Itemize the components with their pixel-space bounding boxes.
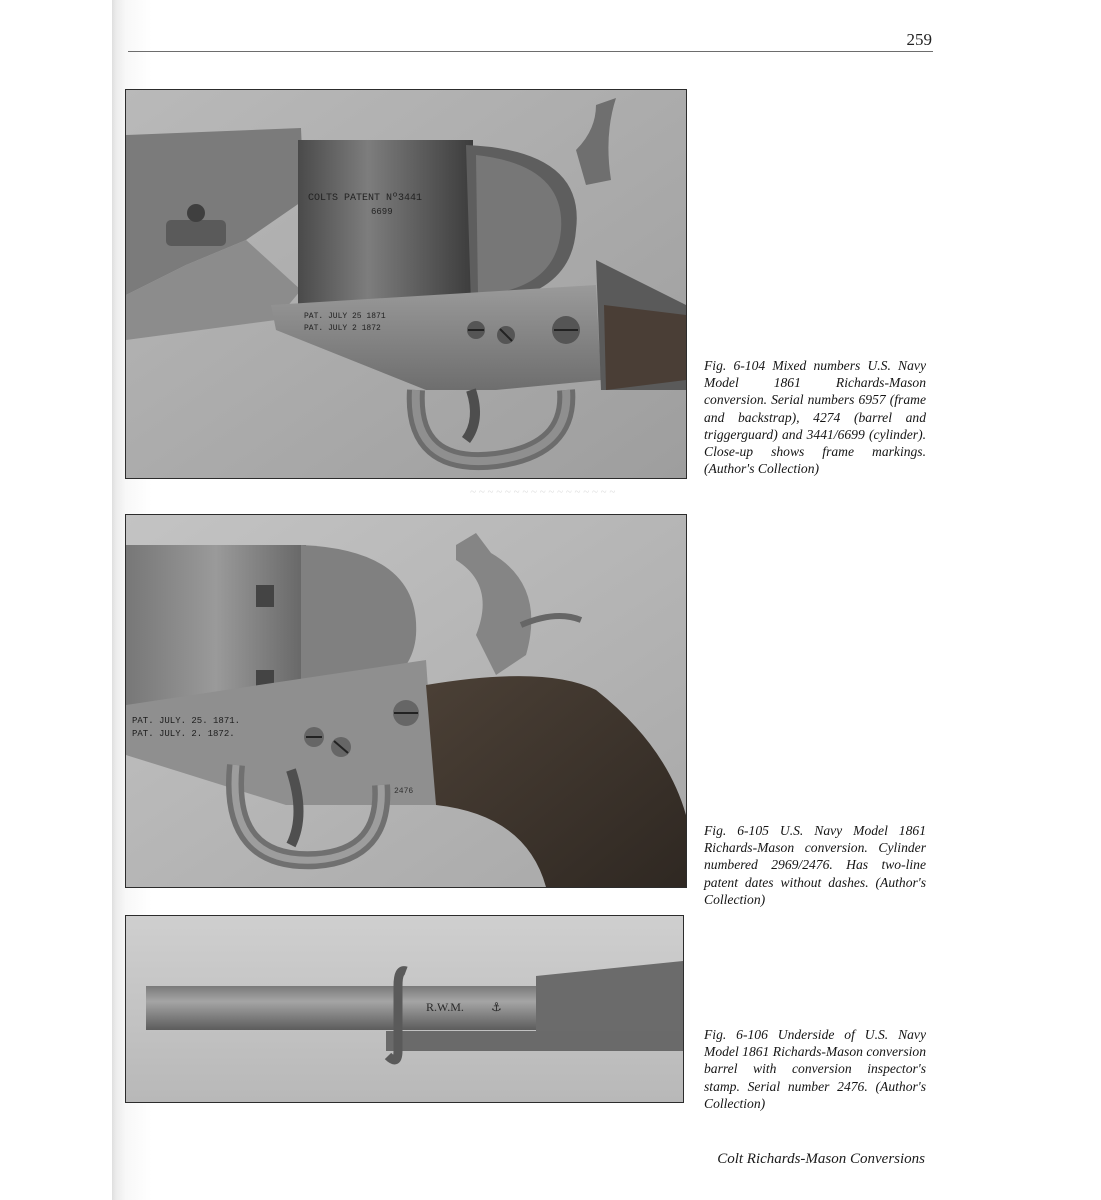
frame-number: 2476 <box>394 787 414 796</box>
anchor-stamp: ⚓ <box>491 1000 502 1014</box>
running-footer: Colt Richards-Mason Conversions <box>717 1151 925 1167</box>
photo-fig-6-105 <box>125 514 687 888</box>
patent-line-2: PAT. JULY. 2. 1872. <box>132 729 235 739</box>
cylinder-number: 6699 <box>371 207 393 217</box>
caption-fig-6-104: Fig. 6-104 Mixed numbers U.S. Navy Model 1861 Richards-Mason conversion. Serial numbers 6957 (frame and backstrap), 4274 (barrel and triggerguard) and 3441/6699 (cylinder). Close-up shows frame markings. (Author's Collection) <box>704 358 926 477</box>
revolver-frame-photo <box>126 90 686 478</box>
cylinder-marking: COLTS PATENT Nº3441 <box>308 193 423 204</box>
barrel-underside-photo <box>126 916 683 1102</box>
photo-fig-6-106 <box>125 915 684 1103</box>
photo-fig-6-104 <box>125 89 687 479</box>
patent-line-2: PAT. JULY 2 1872 <box>304 324 381 333</box>
inspector-stamp: R.W.M. <box>426 1000 464 1014</box>
header-rule <box>128 51 933 52</box>
patent-line-1: PAT. JULY. 25. 1871. <box>132 716 241 726</box>
caption-fig-6-106: Fig. 6-106 Underside of U.S. Navy Model 1861 Richards-Mason conversion barrel with conversion inspector's stamp. Serial number 2476. (Author's Collection) <box>704 1027 926 1111</box>
patent-line-1: PAT. JULY 25 1871 <box>304 312 386 321</box>
revolver-grip-photo <box>126 515 686 887</box>
bleed-through-text: ~ ~ ~ ~ ~ ~ ~ ~ ~ ~ ~ ~ ~ ~ ~ ~ ~ <box>470 486 616 498</box>
page-number: 259 <box>906 30 932 49</box>
caption-fig-6-105: Fig. 6-105 U.S. Navy Model 1861 Richards-Mason conversion. Cylinder numbered 2969/2476. Has two-line patent dates without dashes. (Author's Collection) <box>704 823 926 907</box>
